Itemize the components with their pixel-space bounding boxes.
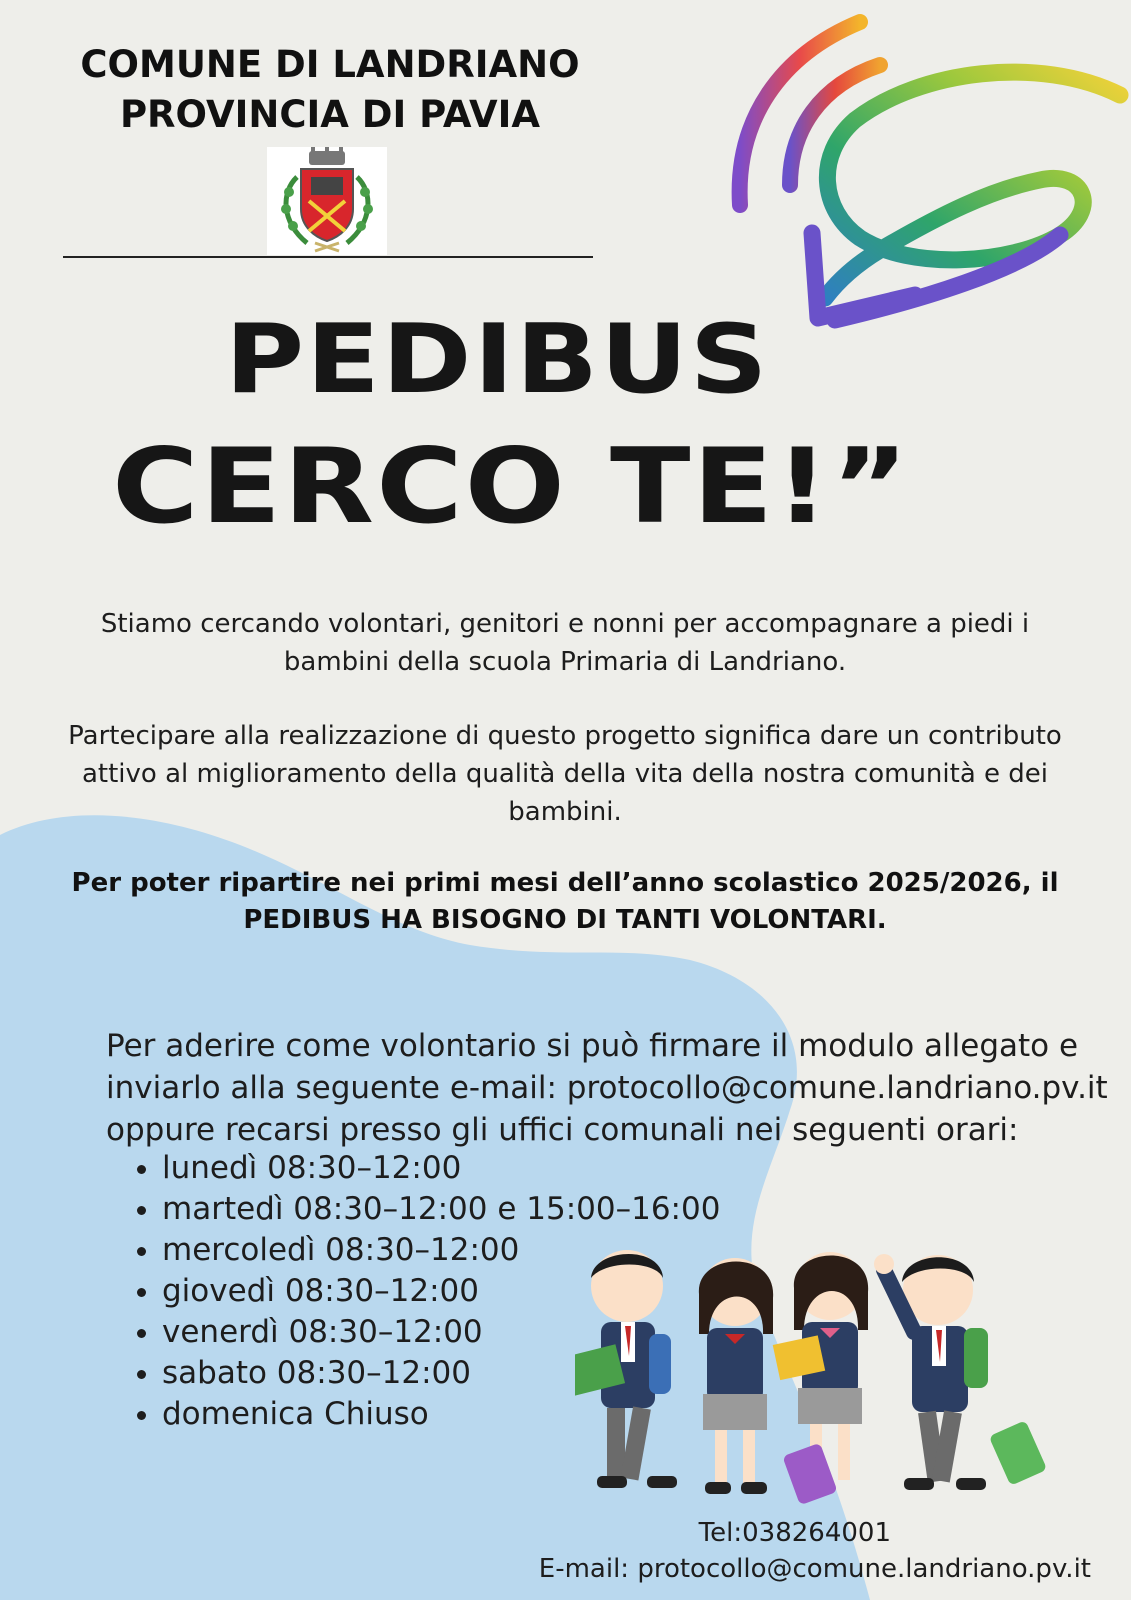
call-to-action-paragraph: Per poter ripartire nei primi mesi dell’anno scolastico 2025/2026, il PEDIBUS HA BISOGNO DI TANTI VOLONTARI. <box>71 868 1059 935</box>
coat-of-arms-icon <box>267 147 387 255</box>
title-pedibus: PEDIBUS <box>225 305 770 415</box>
list-item: • domenica Chiuso <box>162 1394 720 1435</box>
list-item: • martedì 08:30–12:00 e 15:00–16:00 <box>162 1189 720 1230</box>
list-item: • giovedì 08:30–12:00 <box>162 1271 720 1312</box>
header-line-provincia: PROVINCIA DI PAVIA <box>119 93 541 136</box>
contact-email: E-mail: protocollo@comune.landriano.pv.it <box>538 1554 1091 1584</box>
join-instructions: Per aderire come volontario si può firmare il modulo allegato e inviarlo alla seguente e-mail: protocollo@comune.landriano.pv.it oppure recarsi presso gli uffici comunali nei seguenti orari: <box>106 1028 1108 1148</box>
municipality-header <box>40 40 620 140</box>
list-item: • lunedì 08:30–12:00 <box>162 1148 720 1189</box>
header-line-comune: COMUNE DI LANDRIANO <box>80 43 580 86</box>
contact-info <box>391 1515 1091 1587</box>
list-item: • mercoledì 08:30–12:00 <box>162 1230 720 1271</box>
header-divider <box>63 256 593 258</box>
title-cerco-te: CERCO TE!” <box>112 425 911 547</box>
intro-paragraph: Stiamo cercando volontari, genitori e nonni per accompagnare a piedi i bambini della scuola Primaria di Landriano. <box>100 609 1030 677</box>
contact-phone: Tel:038264001 <box>698 1518 891 1548</box>
project-paragraph: Partecipare alla realizzazione di questo progetto significa dare un contributo attivo al miglioramento della qualità della vita della nostra comunità e dei bambini. <box>68 721 1062 827</box>
schoolchildren-walking-icon <box>575 1238 1095 1518</box>
list-item: • venerdì 08:30–12:00 <box>162 1312 720 1353</box>
list-item: • sabato 08:30–12:00 <box>162 1353 720 1394</box>
